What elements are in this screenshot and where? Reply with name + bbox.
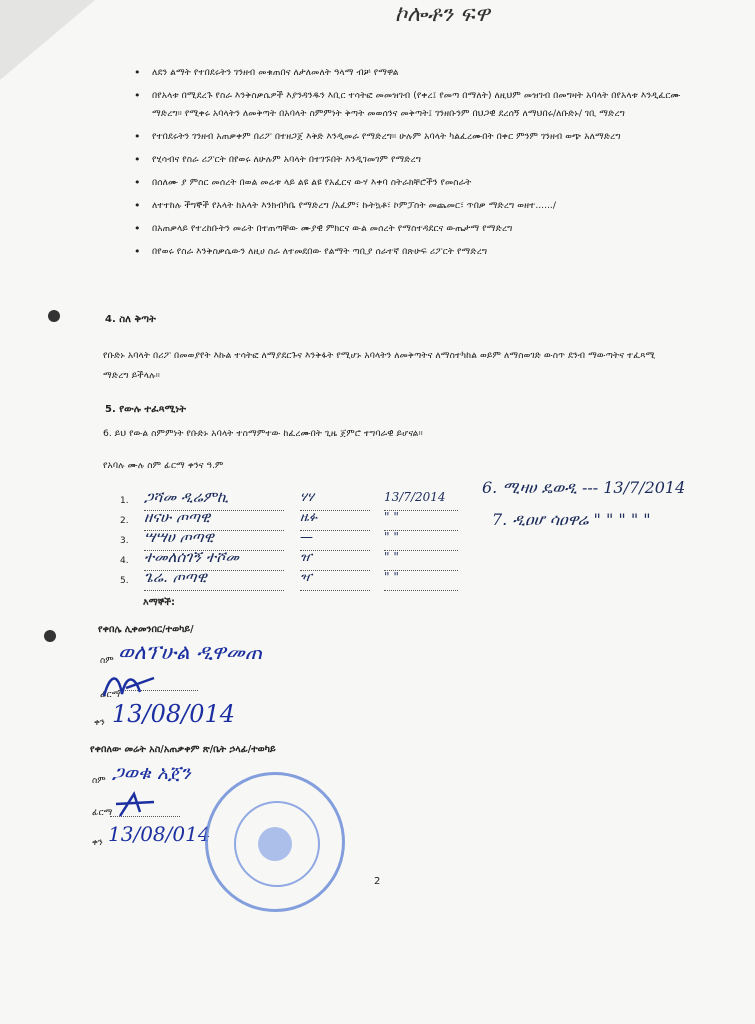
section-4-text: የቡድኑ አባላት በሪፖ በመወያየት እኩል ተሳትፎ ለማያደርጉና እንቅፋት የሚሆኑ አባላትን ለመቅጣትና ለማስተካከል ወይም ለማስወገድ ውስጥ ደንብ ማውጣትና ተፈጻሚ ማድረግ ይችላሉ። (103, 350, 656, 381)
member-signature: ሃሃ (300, 490, 370, 511)
receiver-1-date: 13/08/014 (112, 700, 236, 728)
punch-hole (44, 630, 56, 642)
receiver-2-name-label: ስም (92, 776, 106, 786)
member-date: " " (384, 510, 458, 531)
receiver-1-date-label: ቀን (94, 718, 105, 728)
member-name: ጌሬ. ጦጣዊ (144, 568, 284, 591)
extra-member-line: 6. ሚዛሀ ዴወዲ --- 13/7/2014 (482, 478, 686, 497)
table-row (120, 568, 460, 592)
list-item: • በየአላቱ በሚደረጉ የስራ እንቅስቃሴዎች እያንዳንዱን እቢር ተሳትፎ መመዝገብ (የቀረ፤ የመጣ በማለት) ለዚህም መዝገብ በመግዛት አባላት በየአላቱ እንዲፈርሙ ማድረግ። የሚቀሩ አባላትን ለመቅጣት በአባላት ስምምነት ቅጣት መወሰንና መቅጣት፤ ገንዘቡንም በህጋዊ ደረሰኝ ለማህበሩ/ለቡድኑ/ ገቢ ማድረግ (130, 87, 690, 123)
duties-list (130, 64, 690, 266)
page-title: ኮሎቶን ፍዋ (395, 2, 490, 27)
folded-corner (0, 0, 95, 80)
list-item: • በአጠቃላይ የተረከቡትን መሬት በተጠጣቸው ሙያዊ ምክርና ውል መሰረት የማስተዳደርና ውጤታማ የማድረግ (130, 220, 690, 238)
member-name: ተመለሰገኝ ተሾመ (144, 548, 284, 571)
receiver-2-date: 13/08/014 (108, 822, 211, 846)
member-signature: ዣ (300, 570, 370, 591)
receiver-2-signature (114, 790, 162, 822)
row-number: 1. (120, 496, 129, 506)
receiver-1-sign-label: ፊርማ (100, 690, 121, 700)
receiver-2-name: ጋወቁ አጀን (112, 762, 191, 784)
receiver-2-title: የቀበለው መሬት አስ/አጠቃቀም ጽ/ቤት ኃላፊ/ተወካይ (90, 744, 276, 755)
member-date: 13/7/2014 (384, 490, 458, 511)
witnesses-label: እማኞች: (143, 597, 175, 608)
receiver-2-date-label: ቀን (92, 838, 103, 848)
row-number: 3. (120, 536, 129, 546)
receiver-1-name-label: ስም (100, 656, 114, 666)
row-number: 4. (120, 556, 129, 566)
receiver-2-sign-label: ፊርማ (92, 808, 113, 818)
member-name: ሣሣሀ ጦጣዊ (144, 528, 284, 551)
receiver-1-title: የቀበሌ ሊቀመንበር/ተወካይ/ (98, 624, 194, 635)
receiver-1-name: ወለፕሁል ዲዋመጠ (118, 640, 263, 664)
section-5-heading: 5. የውሉ ተፈጻሚነት (105, 404, 187, 415)
row-number: 2. (120, 516, 129, 526)
row-number: 5. (120, 576, 129, 586)
section-4-heading: 4. ስለ ቅጣት (105, 314, 156, 325)
list-item: • ለተተከሉ ችግኞች የአላት ከአላት እንክብካቤ የማድረግ /አፈም፣ ኩትኳቶ፣ ኮምፓስት መጨመር፣ ጥበቃ ማድረግ ወዘተ....../ (130, 197, 690, 215)
list-item: • ለደን ልማት የተበደሩትን ገንዘብ መቁጠበና ለታለመለት ዓላማ ብቻ የማዋል (130, 64, 690, 82)
list-item: • በሰለሙ ያ ምስር መሰረት በወል መሬቱ ላይ ልዩ ልዩ የአፈርና ውሃ እቀባ ስትራክቸሮችን የመስራት (130, 174, 690, 192)
section-5-text: 6. ይህ የውል ስምምነት የቡድኑ አባላት ተስማምተው ከፈረሙበት ጊዜ ጀምሮ ተግባራዊ ይሆናል። (103, 428, 423, 439)
list-item: • በየወሩ የስራ እንቅስቃሴውን ለዚሀ ስራ ለተመደበው የልማት ጣቢያ ሰራተኛ በጽሁፍ ሪፖርት የማድረግ (130, 243, 690, 261)
member-date: " " (384, 530, 458, 551)
member-signature: ዜፉ (300, 510, 370, 531)
member-signature: — (300, 530, 370, 551)
member-name: ዘናሁ ጦጣዊ (144, 508, 284, 531)
list-item: • የተበደሩትን ገንዘብ አጠቃቀም በሪፖ በተዘጋጀ እቅድ እንዲመራ የማድረግ። ሁሉም አባላት ካልፈረሙበት በቀር ምንም ገንዘብ ወጭ አለማድረግ (130, 128, 690, 146)
receiver-1-signature (100, 668, 160, 702)
seal-emblem-icon (258, 827, 292, 861)
members-table-header: የአባሉ ሙሉ ስም ፊርማ ቀንና ዓ.ም (103, 460, 224, 471)
official-seal (205, 772, 345, 912)
member-name: ጋሻመ ዲሬምኪ (144, 488, 284, 511)
extra-member-line: 7. ዲዐሆ ሳዐዋሬ " " " " " (492, 510, 651, 529)
punch-hole (48, 310, 60, 322)
member-date: " " (384, 550, 458, 571)
page-number: 2 (374, 876, 381, 887)
member-signature: ዠ (300, 550, 370, 571)
member-date: " " (384, 570, 458, 591)
list-item: • የሂሳብና የስራ ሪፖርት በየወሩ ለሁሉም አባላት በተገኙበት እንዲገመገም የማድረግ (130, 151, 690, 169)
